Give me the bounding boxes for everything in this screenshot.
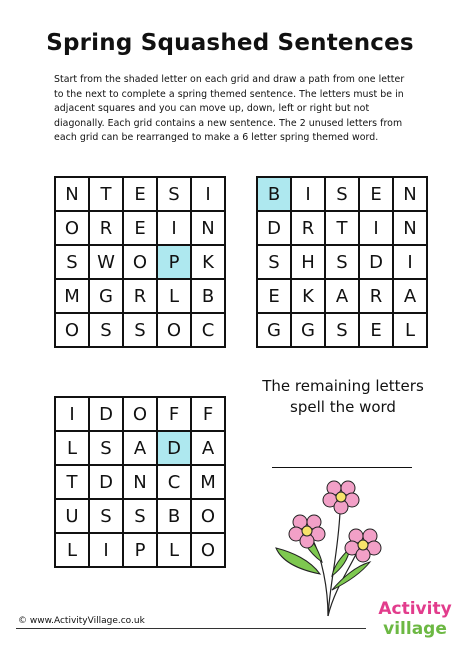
grid-cell[interactable]: G bbox=[258, 314, 292, 348]
grid-cell[interactable]: S bbox=[326, 314, 360, 348]
copyright-text: © www.ActivityVillage.co.uk bbox=[18, 616, 145, 626]
grid-cell[interactable]: L bbox=[158, 534, 192, 568]
letter-grid-2 bbox=[256, 176, 428, 348]
grid-cell[interactable]: S bbox=[124, 500, 158, 534]
footer-divider bbox=[16, 628, 366, 629]
grid-cell[interactable]: B bbox=[192, 280, 226, 314]
answer-prompt bbox=[228, 376, 458, 418]
grid-cell[interactable]: O bbox=[124, 398, 158, 432]
grid-cell[interactable]: H bbox=[292, 246, 326, 280]
grid-cell[interactable]: D bbox=[258, 212, 292, 246]
grid-cell[interactable]: R bbox=[90, 212, 124, 246]
answer-line[interactable] bbox=[272, 467, 412, 468]
answer-prompt-line-2: spell the word bbox=[290, 398, 396, 416]
logo-line-1: Activity bbox=[378, 599, 452, 619]
grid-cell[interactable]: S bbox=[258, 246, 292, 280]
grid-cell[interactable]: A bbox=[192, 432, 226, 466]
grid-cell[interactable]: O bbox=[192, 534, 226, 568]
flower-pink-right bbox=[345, 529, 381, 562]
grid-cell[interactable]: O bbox=[158, 314, 192, 348]
grid-cell[interactable]: O bbox=[56, 314, 90, 348]
activity-village-logo bbox=[372, 596, 458, 640]
grid-cell[interactable]: N bbox=[56, 178, 90, 212]
logo-line-2: village bbox=[383, 619, 447, 639]
grid-cell[interactable]: N bbox=[124, 466, 158, 500]
grid-cell[interactable]: R bbox=[292, 212, 326, 246]
letter-grid-1 bbox=[54, 176, 226, 348]
grid-cell[interactable]: I bbox=[158, 212, 192, 246]
grid-cell[interactable]: K bbox=[192, 246, 226, 280]
grid-cell-start[interactable]: D bbox=[158, 432, 192, 466]
grid-cell[interactable]: A bbox=[394, 280, 428, 314]
grid-cell[interactable]: W bbox=[90, 246, 124, 280]
grid-cell[interactable]: I bbox=[56, 398, 90, 432]
grid-cell[interactable]: I bbox=[192, 178, 226, 212]
grid-cell[interactable]: D bbox=[360, 246, 394, 280]
grid-cell[interactable]: R bbox=[124, 280, 158, 314]
flower-pink-top bbox=[323, 481, 359, 514]
grid-cell[interactable]: N bbox=[394, 212, 428, 246]
grid-cell[interactable]: I bbox=[292, 178, 326, 212]
grid-cell[interactable]: E bbox=[360, 314, 394, 348]
grid-cell[interactable]: S bbox=[90, 314, 124, 348]
grid-cell[interactable]: D bbox=[90, 398, 124, 432]
grid-cell[interactable]: F bbox=[158, 398, 192, 432]
grid-cell[interactable]: L bbox=[56, 534, 90, 568]
grid-cell[interactable]: I bbox=[394, 246, 428, 280]
grid-cell[interactable]: K bbox=[292, 280, 326, 314]
grid-cell[interactable]: O bbox=[56, 212, 90, 246]
grid-cell[interactable]: T bbox=[90, 178, 124, 212]
grid-cell-start[interactable]: P bbox=[158, 246, 192, 280]
grid-cell[interactable]: E bbox=[258, 280, 292, 314]
grid-cell[interactable]: O bbox=[192, 500, 226, 534]
grid-cell[interactable]: L bbox=[158, 280, 192, 314]
grid-cell[interactable]: G bbox=[90, 280, 124, 314]
grid-cell[interactable]: C bbox=[158, 466, 192, 500]
grid-cell[interactable]: M bbox=[192, 466, 226, 500]
grid-cell[interactable]: A bbox=[124, 432, 158, 466]
answer-prompt-line-1: The remaining letters bbox=[262, 377, 424, 395]
grid-cell[interactable]: T bbox=[56, 466, 90, 500]
grid-cell[interactable]: I bbox=[90, 534, 124, 568]
grid-cell[interactable]: S bbox=[56, 246, 90, 280]
grid-cell[interactable]: O bbox=[124, 246, 158, 280]
grid-cell-start[interactable]: B bbox=[258, 178, 292, 212]
grid-cell[interactable]: I bbox=[360, 212, 394, 246]
grid-cell[interactable]: S bbox=[90, 500, 124, 534]
letter-grid-3 bbox=[54, 396, 226, 568]
grid-cell[interactable]: P bbox=[124, 534, 158, 568]
grid-cell[interactable]: B bbox=[158, 500, 192, 534]
grid-cell[interactable]: E bbox=[360, 178, 394, 212]
instructions-text: Start from the shaded letter on each grid and draw a path from one letter to the next to complete a spring themed sentence. The letters must be in adjacent squares and you can move up, down, left or right but not diagonally. Each grid contains a new sentence. The 2 unused letters from each grid can be rearranged to make a 6 letter spring themed word. bbox=[54, 74, 405, 143]
grid-cell[interactable]: L bbox=[56, 432, 90, 466]
grid-cell[interactable]: S bbox=[326, 178, 360, 212]
grid-cell[interactable]: E bbox=[124, 212, 158, 246]
grid-cell[interactable]: D bbox=[90, 466, 124, 500]
grid-cell[interactable]: G bbox=[292, 314, 326, 348]
grid-cell[interactable]: M bbox=[56, 280, 90, 314]
flower-pink-left bbox=[289, 515, 325, 548]
grid-cell[interactable]: U bbox=[56, 500, 90, 534]
grid-cell[interactable]: F bbox=[192, 398, 226, 432]
grid-cell[interactable]: E bbox=[124, 178, 158, 212]
grid-cell[interactable]: N bbox=[192, 212, 226, 246]
grid-cell[interactable]: R bbox=[360, 280, 394, 314]
grid-cell[interactable]: S bbox=[124, 314, 158, 348]
grid-cell[interactable]: N bbox=[394, 178, 428, 212]
grid-cell[interactable]: S bbox=[90, 432, 124, 466]
grid-cell[interactable]: C bbox=[192, 314, 226, 348]
grid-cell[interactable]: S bbox=[326, 246, 360, 280]
grid-cell[interactable]: L bbox=[394, 314, 428, 348]
grid-cell[interactable]: A bbox=[326, 280, 360, 314]
page-title: Spring Squashed Sentences bbox=[46, 30, 414, 56]
grid-cell[interactable]: S bbox=[158, 178, 192, 212]
grid-cell[interactable]: T bbox=[326, 212, 360, 246]
